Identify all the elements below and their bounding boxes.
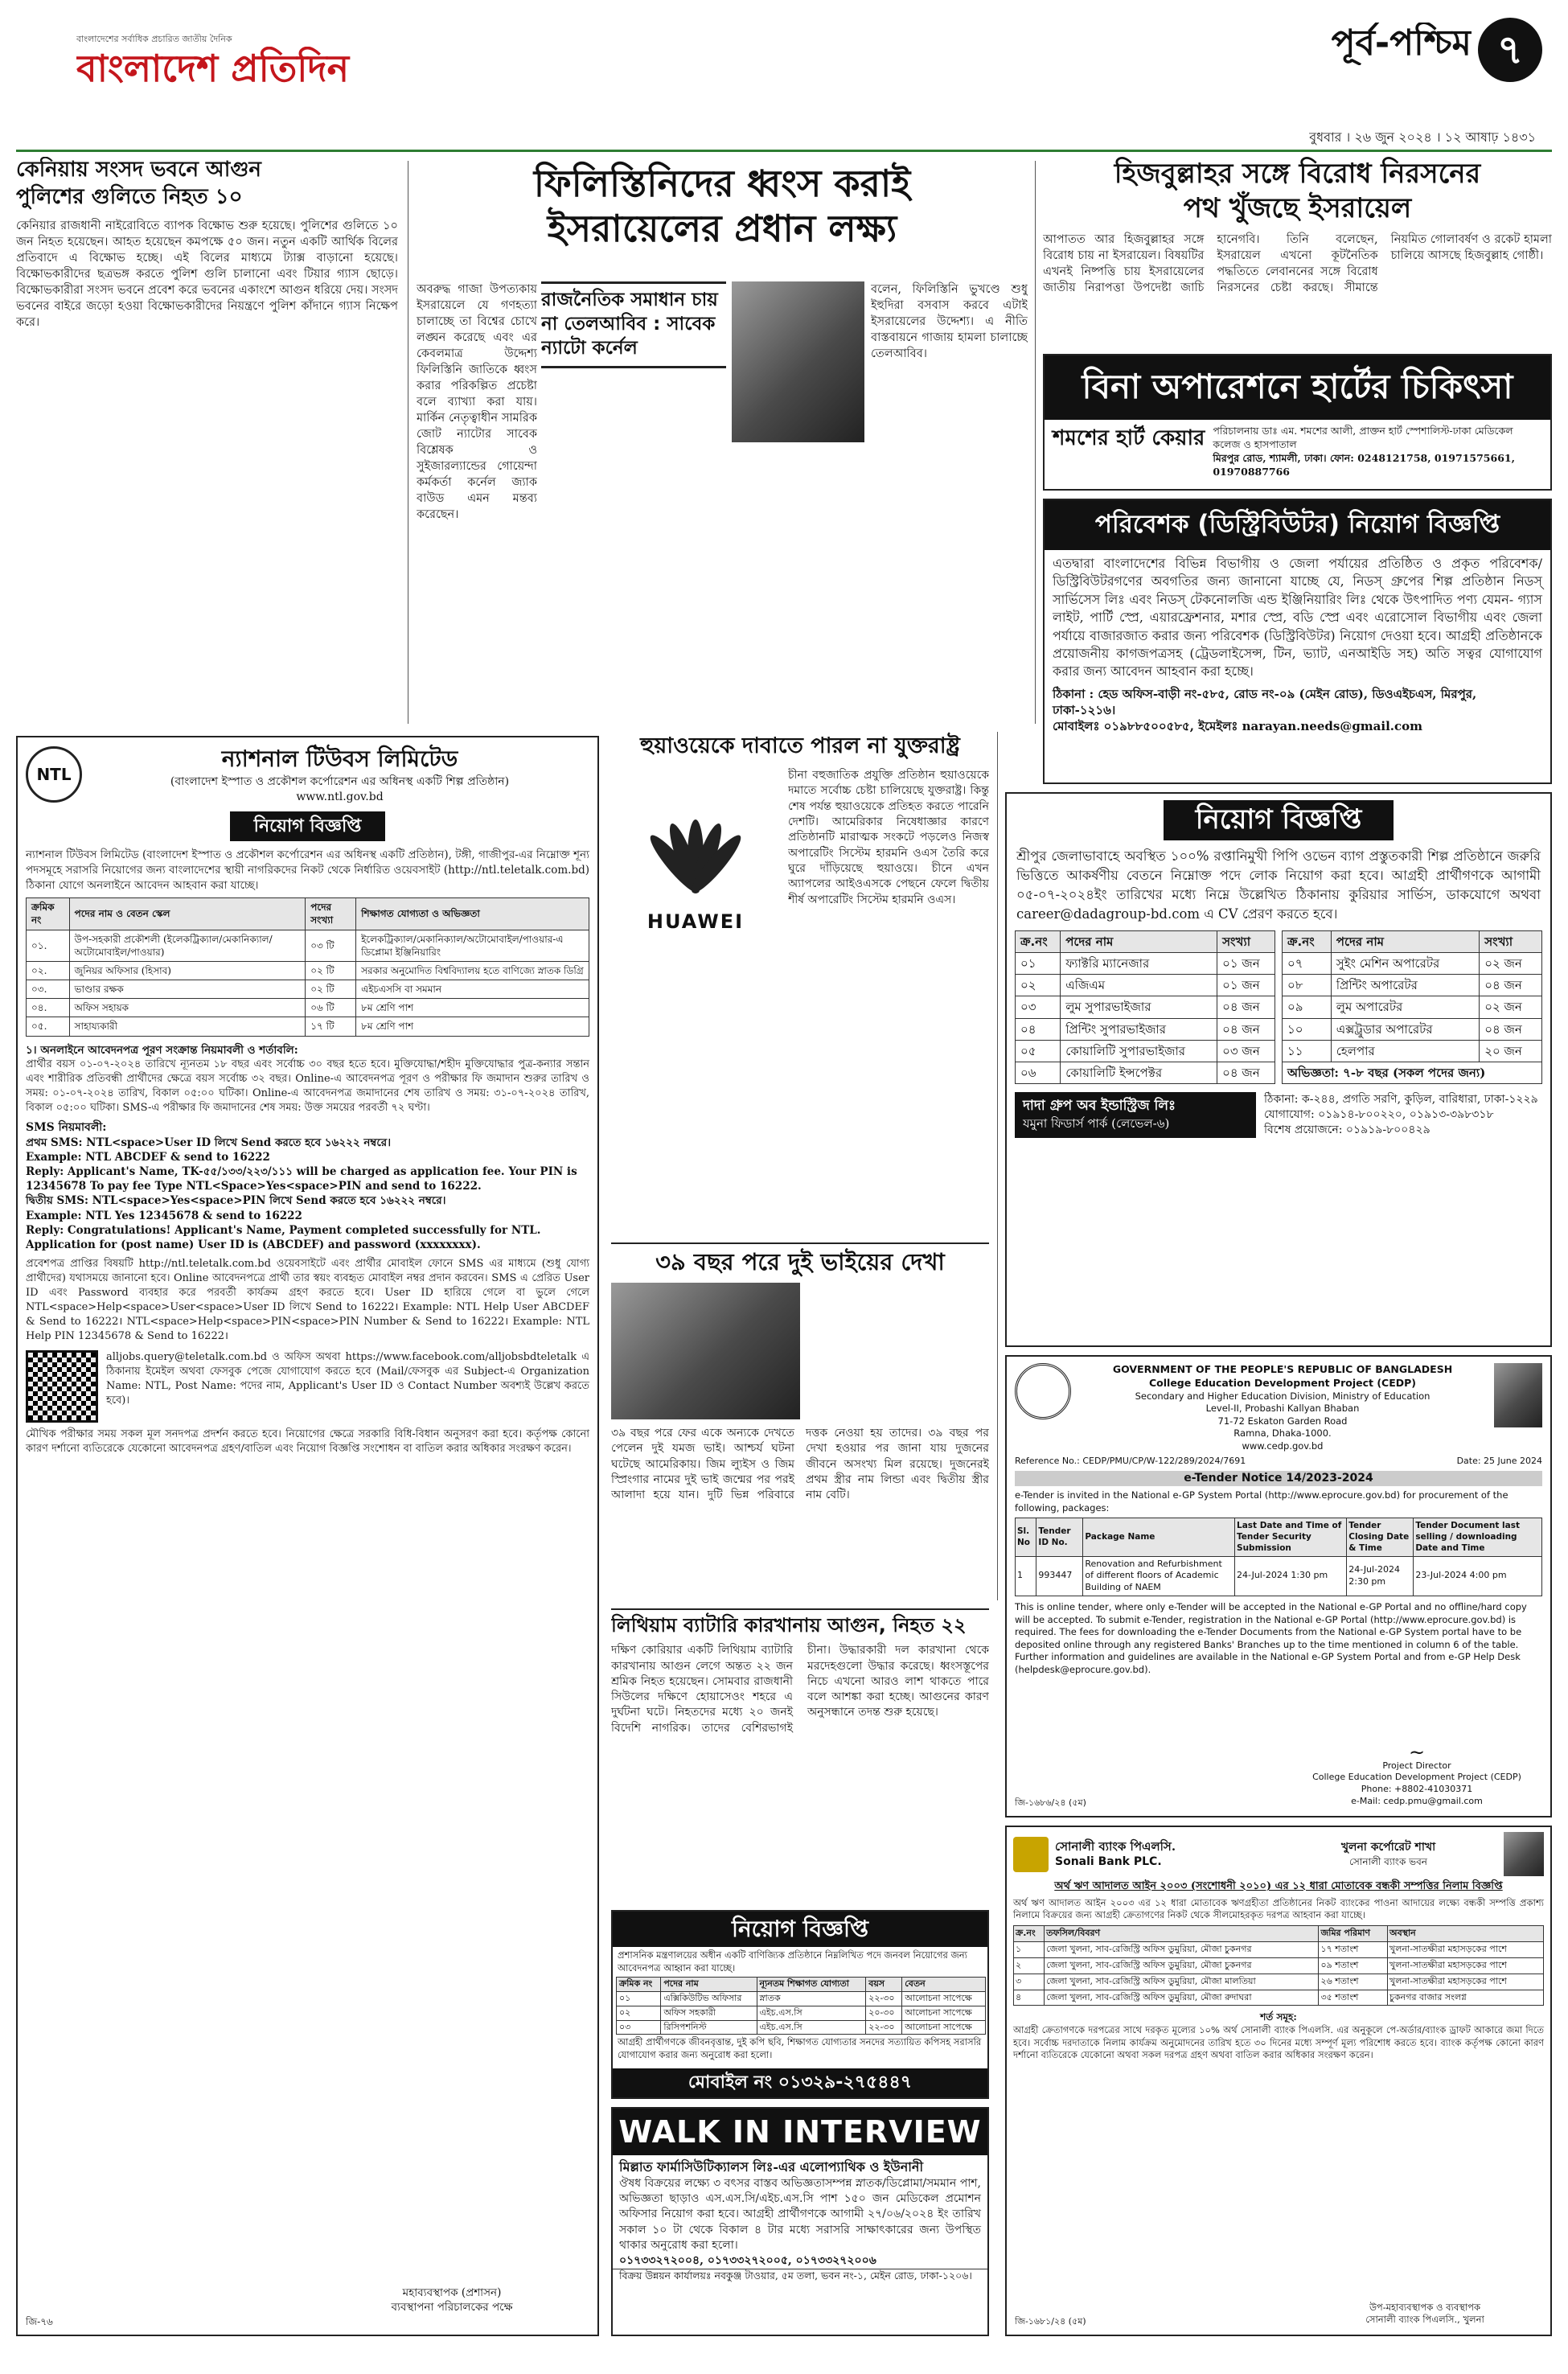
cedp-address-2: 71-72 Eskaton Garden Road bbox=[1217, 1415, 1348, 1427]
ad-ntl bbox=[16, 736, 599, 2336]
table-row: ০৯ লুম অপারেটর ০২ জন bbox=[1283, 996, 1542, 1018]
table-row: ০২. জুনিয়র অফিসার (হিসাব) ০২ টি সরকার অনুমোদিত বিশ্ববিদ্যালয় হতে বাণিজ্যে স্নাতক ডিগ্রি bbox=[27, 961, 589, 980]
divider bbox=[997, 732, 998, 1600]
niyog2-title: নিয়োগ বিজ্ঞপ্তি bbox=[613, 1912, 987, 1947]
story-palestine bbox=[417, 161, 1028, 724]
pull-quote: রাজনৈতিক সমাধান চায় না তেলআবিব : সাবেক ন্যাটো কর্নেল bbox=[541, 281, 726, 368]
huawei-flower-icon bbox=[635, 808, 756, 905]
niyog2-table: ক্রমিক নং পদের নাম ন্যূনতম শিক্ষাগত যোগ্যতা বয়স বেতন ০১ এক্সিকিউটিভ অফিসার স্নাতক ২২-৩০ আলোচনা সাপেক্ষে ০২ অফিস সহকারী এইচ.এস.সি ২০-৩০ আলোচনা সাপেক্ষে ০৩ রিসিপশনিস্ট এইচ.এস.সি ২২-৩০ আলোচনা সাপেক্ষে bbox=[616, 1977, 986, 2035]
cedp-table: Sl. No Tender ID No. Package Name Last Date and Time of Tender Security Submission Tender Closing Date & Time Tender Document last selling / downloading Date and Time 1 993447 Renovation and Refurbishment of different floors of Academic Building of NAEM 24-Jul-2024 1:30 pm 24-Jul-2024 2:30 pm 23-Jul-2024 4:00 pm bbox=[1015, 1518, 1542, 1596]
niyog2-note: আগ্রহী প্রার্থীগণকে জীবনবৃত্তান্ত, দুই কপি ছবি, শিক্ষাগত যোগ্যতার সনদের সত্যায়িত কপিসহ সরাসরি যোগাযোগ করার জন্য অনুরোধ করা হলো। bbox=[618, 2036, 982, 2060]
dada-company: দাদা গ্রুপ অব ইন্ডাস্ট্রিজ লিঃ bbox=[1023, 1098, 1176, 1115]
ntl-sms-line: Example: NTL ABCDEF & send to 16222 bbox=[26, 1150, 270, 1164]
table-row: ১০ এক্সট্রুডার অপারেটর ০৪ জন bbox=[1283, 1018, 1542, 1040]
dada-intro: শ্রীপুর জেলাভাবাহে অবস্থিত ১০০% রপ্তানিমুখী পিপি ওভেন ব্যাগ প্রস্তুতকারী শিল্প প্রতিষ্ঠানে জরুরি ভিত্তিতে আকর্ষণীয় বেতনে নিম্নোক্ত পদে লোক নিয়োগ করা হবে। আগ্রহী প্রার্থীগণকে আগামী ০৫-০৭-২০২৪ইং তারিখের মধ্যে নিম্নে উল্লেখিত ঠিকানায় কুরিয়ার সার্ভিস, ডাকযোগে অথবা career@dadagroup-bd.com এ CV প্রেরণ করতে হবে। bbox=[1016, 848, 1541, 922]
table-row: ০১ ফ্যাক্টরি ম্যানেজার ০১ জন bbox=[1016, 952, 1275, 974]
ad-cedp bbox=[1005, 1355, 1552, 1817]
table-row: ০৫. সাহায্যকারী ১৭ টি ৮ম শ্রেণি পাশ bbox=[27, 1017, 589, 1036]
signature-icon: ~ bbox=[1408, 1740, 1426, 1764]
dada-experience: অভিজ্ঞতা: ৭-৮ বছর (সকল পদের জন্য) bbox=[1283, 1062, 1542, 1084]
palestine-headline-1: ফিলিস্তিনিদের ধ্বংস করাই bbox=[533, 162, 911, 205]
cedp-date: Date: 25 June 2024 bbox=[1456, 1456, 1542, 1467]
ntl-sms-line: Reply: Applicant's Name, TK-৫৫/১৩৩/২২৩/১১১ will be charged as application fee. Your PIN is 12345678 To pay fee Type NTL<Space>Yes<space>PIN and send to 16222. bbox=[26, 1164, 577, 1193]
ntl-rules-title: ১। অনলাইনে আবেদনপত্র পূরণ সংক্রান্ত নিয়মাবলী ও শর্তাবলি: bbox=[26, 1043, 298, 1057]
brothers-body: ৩৯ বছর পরে ফের একে অন্যকে দেখতে পেলেন দুই যমজ ভাই। আশ্চর্য ঘটনা ঘটেছে আমেরিকায়। জিম ল্যুইস ও জিম স্প্রিংগার নামের দুই ভাই জন্মের পর পরই আলাদা হয়ে যান। দুটি ভিন্ন পরিবারে দত্তক নেওয়া হয় তাদের। ৩৯ বছর পর দেখা হওয়ার পর জানা যায় দুজনের জীবনে অসংখ্য মিল রয়েছে। দুজনেরই প্রথম স্ত্রীর নাম লিন্ডা এবং দ্বিতীয় স্ত্রীর নাম বেটি। bbox=[611, 1427, 989, 1502]
cedp-web: www.cedp.gov.bd bbox=[1242, 1440, 1324, 1452]
masthead bbox=[0, 0, 1568, 157]
huawei-headline: হুয়াওয়েকে দাবাতে পারল না যুক্তরাষ্ট্র bbox=[640, 733, 960, 758]
ntl-sms-line: দ্বিতীয় SMS: NTL<space>Yes<space>PIN লিখে Send করতে হবে ১৬২২২ নম্বরে। bbox=[26, 1194, 446, 1208]
cedp-address-1: Level-II, Probashi Kallyan Bhaban bbox=[1205, 1403, 1360, 1415]
gov-seal-icon bbox=[1015, 1363, 1071, 1419]
sonali-bank-bn: সোনালী ব্যাংক পিএলসি. bbox=[1055, 1838, 1176, 1854]
kenya-body: কেনিয়ার রাজধানী নাইরোবিতে ব্যাপক বিক্ষোভ শুরু হয়েছে। পুলিশের গুলিতে ১০ জন নিহত হয়েছেন। আহত হয়েছেন কমপক্ষে ৫০ জন। নতুন একটি আর্থিক বিলের প্রতিবাদে এ বিক্ষোভ হচ্ছে। এই বিলের মাধ্যমে ট্যাক্স বাড়ানো হয়েছে। বিক্ষোভকারীদের ছত্রভঙ্গ করতে পুলিশ গুলি চালানো এবং টিয়ার গ্যাস ছোড়ে। বিক্ষোভকারীরা সংসদ ভবনে প্রবেশ করে ভবনের একাংশে আগুন ধরিয়ে দেয়। সংসদ ভবনের বাইরে জড়ো হওয়া বিক্ষোভকারীদের নিয়ন্ত্রণে পুলিশ কাঁদানে গ্যাস নিক্ষেপ করে। bbox=[16, 219, 398, 329]
ntl-contact-line: alljobs.query@teletalk.com.bd ও অফিস অথবা https://www.facebook.com/alljobsbdteletalk এ ঠিকানায় ইমেইল অথবা ফেসবুক পেজে যোগাযোগ করতে হবে (Mail/ফেসবুক এর Subject-এ Organization Name: NTL, Post Name: পদের নাম, Applicant's User ID ও Contact Number অবশ্যই উল্লেখ করতে হবে)। bbox=[106, 1350, 589, 1407]
sonali-terms: আগ্রহী ক্রেতাগণকে দরপত্রের সাথে দরকৃত মূল্যের ১০% অর্থ সোনালী ব্যাংক পিএলসি. এর অনুকূলে পে-অর্ডার/ব্যাংক ড্রাফট আকারে জমা দিতে হবে। সর্বোচ্চ দরদাতাকে নিলাম কার্যক্রম অনুমোদনের তারিখ হতে ৩০ দিনের মধ্যে সম্পূর্ণ মূল্য পরিশোধ করতে হবে। ব্যাংক কর্তৃপক্ষ কোনো কারণ দর্শানো ব্যতিরেকে যেকোনো অথবা সকল দরপত্র গ্রহণ অথবা বাতিল করার অধিকার সংরক্ষণ করেন। bbox=[1013, 2023, 1544, 2061]
sonali-intro: অর্থ ঋণ আদালত আইন ২০০৩ এর ১২ ধারা মোতাবেক ঋণগ্রহীতা প্রতিষ্ঠানের নিকট ব্যাংকের পাওনা আদায়ের লক্ষ্যে বন্ধকী সম্পত্তি প্রকাশ্য নিলামে বিক্রয়ের জন্য আগ্রহী ক্রেতাগণের নিকট থেকে সীলমোহরকৃত দরপত্র আহবান করা যাচ্ছে। bbox=[1013, 1896, 1544, 1921]
divider bbox=[1035, 161, 1036, 724]
table-row: ২ জেলা খুলনা, সাব-রেজিস্ট্রি অফিস ডুমুরিয়া, মৌজা চুকনগর ০৯ শতাংশ খুলনা-সাতক্ষীরা মহাসড়কের পাশে bbox=[1014, 1957, 1544, 1974]
date-line: বুধবার । ২৬ জুন ২০২৪ । ১২ আষাঢ় ১৪৩১ bbox=[1309, 129, 1536, 145]
heart-details: পরিচালনায় ডাঃ এম. শমশের আলী, প্রাক্তন হার্ট স্পেশালিস্ট-ঢাকা মেডিকেল কলেজ ও হাসপাতাল bbox=[1213, 425, 1513, 450]
table-row: ০২ অফিস সহকারী এইচ.এস.সি ২০-৩০ আলোচনা সাপেক্ষে bbox=[617, 2006, 986, 2020]
ntl-rules-body: প্রার্থীর বয়স ০১-০৭-২০২৪ তারিখে ন্যূনতম ১৮ বছর এবং সর্বোচ্চ ৩০ বছর হতে হবে। মুক্তিযোদ্ধা/শহীদ মুক্তিযোদ্ধার পুত্র-কন্যার সন্তান এবং শারীরিক প্রতিবন্ধী প্রার্থীদের ক্ষেত্রে বয়স সর্বোচ্চ ৩২ বছর। Online-এ আবেদনপত্র পূরণ ও পরীক্ষার ফি জমাদান শুরুর তারিখ ও সময়: ০১-০৭-২০২৪ তারিখ, বিকাল ০৫:০০ ঘটিকা। Online-এ আবেদনপত্র জমাদানের শেষ তারিখ ও সময়: ৩১-০৭-২০২৪ তারিখ, বিকাল ০৫:০০ ঘটিকা। SMS-এ পরীক্ষার ফি জমাদানের শেষ সময়: উক্ত সময়ের পরবর্তী ৭২ ঘণ্টা। bbox=[26, 1058, 589, 1114]
cedp-note: This is online tender, where only e-Tender will be accepted in the National e-GP Portal and no offline/hard copy will be accepted. To submit e-Tender, registration in the National e-GP Portal (http://www.eprocure.gov.bd) is required. The fees for downloading the e-Tender Documents from the National e-GP System portal have to be deposited online through any registered Banks' Branches up to the time mentioned in column 6 of the table. Further information and guidelines are available in the National e-GP System Portal and from e-GP Help Desk (helpdesk@eprocure.gov.bd). bbox=[1015, 1601, 1527, 1675]
cedp-reference: Reference No.: CEDP/PMU/CP/W-122/289/2024/7691 bbox=[1015, 1456, 1246, 1467]
dada-table-left: ক্র.নং পদের নাম সংখ্যা ০১ ফ্যাক্টরি ম্যানেজার ০১ জন ০২ এজিএম ০১ জন ০৩ লুম সুপারভাইজার ০৪ জন ০৪ প্রিন্টিং সুপারভাইজার ০৪ জন ০৫ কোয়ালিটি সুপারভাইজার ০৩ জন ০৬ কোয়ালিটি ইন্সপেক্টর ০৪ জন bbox=[1015, 930, 1275, 1085]
ntl-notice: নিয়োগ বিজ্ঞপ্তি bbox=[230, 811, 386, 842]
ntl-table bbox=[26, 897, 589, 1037]
ntl-sms-line: Reply: Congratulations! Applicant's Name, Payment completed successfully for NTL. Application for (post name) User ID is (ABCDEF) and password (xxxxxxxx). bbox=[26, 1223, 541, 1252]
table-row bbox=[1283, 1062, 1542, 1084]
table-header: ক্রমিক নং bbox=[27, 898, 70, 930]
heart-brand: শমশের হার্ট কেয়ার bbox=[1053, 426, 1205, 450]
story-kenya bbox=[16, 157, 398, 720]
cedp-notice: e-Tender Notice 14/2023-2024 bbox=[1015, 1471, 1542, 1486]
table-row: ১ জেলা খুলনা, সাব-রেজিস্ট্রি অফিস ডুমুরিয়া, মৌজা চুকনগর ১৭ শতাংশ খুলনা-সাতক্ষীরা মহাসড়কের পাশে bbox=[1014, 1942, 1544, 1958]
kenya-headline-2: পুলিশের গুলিতে নিহত ১০ bbox=[16, 184, 243, 209]
ad-distributor bbox=[1043, 499, 1552, 784]
ntl-sms-line: Example: NTL Yes 12345678 & send to 16222 bbox=[26, 1209, 302, 1222]
palestine-headline-2: ইসরায়েলের প্রধান লক্ষ্য bbox=[547, 207, 897, 251]
brothers-headline: ৩৯ বছর পরে দুই ভাইয়ের দেখা bbox=[611, 1242, 989, 1278]
table-header: শিক্ষাগত যোগ্যতা ও অভিজ্ঞতা bbox=[356, 898, 589, 930]
hezbollah-headline-2: পথ খুঁজছে ইসরায়েল bbox=[1183, 191, 1412, 224]
walkin-company: মিল্লাত ফার্মাসিউটিক্যালস লিঃ-এর এলোপ্যাথিক ও ইউনানী bbox=[619, 2159, 924, 2175]
ad-heart bbox=[1043, 354, 1552, 491]
story-huawei bbox=[611, 732, 989, 1230]
cedp-project: College Education Development Project (CEDP) bbox=[1148, 1376, 1417, 1389]
cedp-division: Secondary and Higher Education Division, Ministry of Education bbox=[1135, 1390, 1430, 1402]
ntl-logo-icon: NTL bbox=[26, 746, 82, 803]
distributor-address: ঠিকানা : হেড অফিস-বাড়ী নং-৫৮৫, রোড নং-০৯ (মেইন রোড), ডিওএইচএস, মিরপুর, ঢাকা-১২১৬। bbox=[1053, 686, 1477, 717]
sonali-bank-en: Sonali Bank PLC. bbox=[1055, 1855, 1162, 1869]
brand-tagline: বাংলাদেশের সর্বাধিক প্রচারিত জাতীয় দৈনিক bbox=[76, 34, 232, 44]
cedp-intro: e-Tender is invited in the National e-GP System Portal (http://www.eprocure.gov.bd) for procurement of the following, packages: bbox=[1015, 1489, 1508, 1514]
page-number: ৭ bbox=[1478, 18, 1542, 82]
sonali-signature: উপ-মহাব্যবস্থাপক ও ব্যবস্থাপক সোনালী ব্যাংক পিএলসি., খুলনা bbox=[1365, 2301, 1484, 2326]
table-row: ০৩ রিসিপশনিস্ট এইচ.এস.সি ২২-৩০ আলোচনা সাপেক্ষে bbox=[617, 2020, 986, 2035]
ad-niyog-2 bbox=[611, 1910, 989, 2099]
table-row: ০৫ কোয়ালিটি সুপারভাইজার ০৩ জন bbox=[1016, 1040, 1275, 1062]
distributor-contact: মোবাইলঃ ০১৯৮৮৫০০৫৮৫, ইমেইলঃ narayan.needs@gmail.com bbox=[1053, 719, 1423, 734]
sonali-table: ক্র.নং তফসিল/বিবরণ জমির পরিমাণ অবস্থান ১ জেলা খুলনা, সাব-রেজিস্ট্রি অফিস ডুমুরিয়া, মৌজা চুকনগর ১৭ শতাংশ খুলনা-সাতক্ষীরা মহাসড়কের পাশে ২ জেলা খুলনা, সাব-রেজিস্ট্রি অফিস ডুমুরিয়া, মৌজা চুকনগর ০৯ শতাংশ খুলনা-সাতক্ষীরা মহাসড়কের পাশে ৩ জেলা খুলনা, সাব-রেজিস্ট্রি অফিস ডুমুরিয়া, মৌজা মালতিয়া ২৬ শতাংশ খুলনা-সাতক্ষীরা মহাসড়কের পাশে ৪ জেলা খুলনা, সাব-রেজিস্ট্রি অফিস ডুমুরিয়া, মৌজা রুদাঘরা ৩৫ শতাংশ চুকনগর বাজার সংলগ্ন bbox=[1013, 1925, 1544, 2006]
ntl-title: ন্যাশনাল টিউবস লিমিটেড bbox=[221, 745, 458, 772]
ad-sonali bbox=[1005, 1826, 1552, 2336]
ntl-rules-body-3: মৌখিক পরীক্ষার সময় সকল মূল সনদপত্র প্রদর্শন করতে হবে। নিয়োগের ক্ষেত্রে সরকারি বিধি-বিধান অনুসরণ করা হবে। কর্তৃপক্ষ কোনো কারণ দর্শানো ব্যতিরেকে যেকোনো আবেদনপত্র গ্রহণ/বাতিল এবং নিয়োগ বিজ্ঞপ্তি সংশোধন বা বাতিল করার অধিকার সংরক্ষণ করেন। bbox=[26, 1427, 589, 1455]
table-row: 1 993447 Renovation and Refurbishment of different floors of Academic Building of NAEM 24-Jul-2024 1:30 pm 24-Jul-2024 2:30 pm 23-Jul-2024 4:00 pm bbox=[1016, 1556, 1542, 1596]
walkin-contact: ০১৭৩৩২৭২০০৪, ০১৭৩৩২৭২০০৫, ০১৭৩৩২৭২০০৬ bbox=[619, 2254, 876, 2268]
table-row: ১১ হেলপার ২০ জন bbox=[1283, 1040, 1542, 1062]
ntl-intro: ন্যাশনাল টিউবস লিমিটেড (বাংলাদেশ ইস্পাত ও প্রকৌশল কর্পোরেশন এর অধিনস্থ একটি প্রতিষ্ঠান), টঙ্গী, গাজীপুর-এর নিম্নোক্ত শূন্য পদসমূহে সরাসরি নিয়োগের জন্য বাংলাদেশের স্থায়ী নাগরিকদের নিকট থেকে নির্ধারিত ওয়েবসাইট (http://ntl.teletalk.com.bd) ঠিকানা যোগে অনলাইনে আবেদন আহবান করা যাচ্ছে। bbox=[26, 848, 589, 892]
brand-logo: বাংলাদেশ প্রতিদিন bbox=[76, 47, 350, 90]
sonali-logo-icon bbox=[1013, 1837, 1049, 1872]
niyog2-intro: প্রশাসনিক মন্ত্রণালয়ের অধীন একটি বাণিজ্যিক প্রতিষ্ঠানে নিম্নলিখিত পদে জনবল নিয়োগের জন্য আবেদনপত্র আহ্বান করা যাচ্ছে। bbox=[618, 1949, 967, 1974]
walkin-body: ঔষধ বিক্রয়ের লক্ষ্যে ৩ বৎসর বাস্তব অভিজ্ঞতাসম্পন্ন স্নাতক/ডিপ্লোমা/সমমান পাশ, অভিজ্ঞতা ছাড়াও এস.এস.সি/এইচ.এস.সি পাশ ১৫০ জন মেডিকেল প্রমোশন অফিসার নিয়োগ করা হবে। আগ্রহী প্রার্থীগণকে আগামী ২৭/০৬/২০২৪ ইং তারিখ সকাল ১০ টা থেকে বিকাল ৪ টার মধ্যে সরাসরি সাক্ষাৎকারের জন্য উপস্থিত থাকার অনুরোধ করা হলো। bbox=[619, 2176, 981, 2252]
dada-phone: যোগাযোগ: ০১৯১৪-৮০০২২০, ০১৯১৩-৩৯৮৩১৮ bbox=[1264, 1108, 1494, 1122]
sonali-ref: জি-১৬৮১/২৪ (৫ম) bbox=[1015, 2316, 1086, 2327]
sonali-title: অর্থ ঋণ আদালত আইন ২০০৩ (সংশোধনী ২০১০) এর ১২ ধারা মোতাবেক বন্ধকী সম্পত্তির নিলাম বিজ্ঞপ্তি bbox=[1054, 1880, 1503, 1892]
cedp-signature: ~ Project Director College Education Development Project (CEDP) Phone: +8802-41030371 e-Mail: cedp.pmu@gmail.com bbox=[1296, 1739, 1537, 1808]
heart-title: বিনা অপারেশনে হার্টের চিকিৎসা bbox=[1045, 355, 1550, 420]
dada-company-2: যমুনা ফিডার্স পার্ক (লেভেল-৬) bbox=[1023, 1116, 1170, 1132]
cedp-address-3: Ramna, Dhaka-1000. bbox=[1233, 1427, 1332, 1440]
qr-code-icon bbox=[26, 1350, 98, 1423]
ntl-signature: মহাব্যবস্থাপক (প্রশাসন) ব্যবস্থাপনা পরিচালকের পক্ষে bbox=[391, 2286, 513, 2314]
table-header: পদের নাম ও বেতন স্কেল bbox=[69, 898, 306, 930]
table-row: ০১. উপ-সহকারী প্রকৌশলী (ইলেকট্রিক্যাল/মেকানিক্যাল/অটোমোবাইল/পাওয়ার) ০৩ টি ইলেকট্রিক্যাল/মেকানিক্যাল/অটোমোবাইল/পাওয়ার-এ ডিপ্লোমা ইঞ্জিনিয়ারিং bbox=[27, 930, 589, 961]
huawei-logo bbox=[611, 808, 780, 977]
sonali-terms-title: শর্ত সমূহ: bbox=[1260, 2011, 1297, 2023]
lithium-headline: লিথিয়াম ব্যাটারি কারখানায় আগুন, নিহত ২২ bbox=[611, 1608, 989, 1638]
ntl-subtitle: (বাংলাদেশ ইস্পাত ও প্রকৌশল কর্পোরেশন এর অধিনস্থ একটি শিল্প প্রতিষ্ঠান) bbox=[170, 774, 510, 788]
brothers-photo bbox=[611, 1283, 800, 1419]
sonali-branch-2: সোনালী ব্যাংক ভবন bbox=[1349, 1855, 1427, 1867]
ad-dada bbox=[1005, 792, 1552, 1347]
distributor-body: এতদ্বারা বাংলাদেশের বিভিন্ন বিভাগীয় ও জেলা পর্যায়ের প্রতিষ্ঠিত ও প্রকৃত পরিবেশক/ ডিস্ট্রিবিউটরগণের অবগতির জন্য জানানো যাচ্ছে যে, নিডস্ গ্রুপের শিল্প প্রতিষ্ঠান নিডস্ সার্ভিসেস লিঃ এবং নিডস্ টেকনোলজি এন্ড ইঞ্জিনিয়ারিং লিঃ থেকে উৎপাদিত পণ্য যেমন- গ্যাস লাইট, পার্টি স্প্রে, এয়ারফ্রেশনার, মশার স্প্রে, বডি স্প্রে এবং এরোসোল বিভাগীয় এবং জেলা পর্যায়ে বাজারজাত করার জন্য পরিবেশক (ডিস্ট্রিবিউটর) নিয়োগ দেওয়া হবে। আগ্রহী প্রতিষ্ঠানকে প্রয়োজনীয় কাগজপত্রসহ (ট্রেডলাইসেন্স, টিন, ভ্যাট, এনআইডি সহ) অতি সত্বর যোগাযোগ করার জন্য আবেদন আহবান করা হচ্ছে। bbox=[1053, 556, 1542, 680]
table-row: ০৪ প্রিন্টিং সুপারভাইজার ০৪ জন bbox=[1016, 1018, 1275, 1040]
table-row: ৪ জেলা খুলনা, সাব-রেজিস্ট্রি অফিস ডুমুরিয়া, মৌজা রুদাঘরা ৩৫ শতাংশ চুকনগর বাজার সংলগ্ন bbox=[1014, 1990, 1544, 2006]
table-row: ০২ এজিএম ০১ জন bbox=[1016, 975, 1275, 996]
walkin-address: বিক্রয় উন্নয়ন কার্যালয়ঃ নবকুঞ্জ টাওয়ার, ৫ম তলা, ভবন নং-১, মেইন রোড, ঢাকা-১২০৬। bbox=[613, 2269, 987, 2283]
ntl-website: www.ntl.gov.bd bbox=[296, 790, 384, 803]
ntl-rules-body-2: প্রবেশপত্র প্রাপ্তির বিষয়টি http://ntl.teletalk.com.bd ওয়েবসাইটে এবং প্রার্থীর মোবাইল ফোনে SMS এর মাধ্যমে (শুধু যোগ্য প্রার্থীদের) যথাসময়ে জানানো হবে। Online আবেদনপত্রে প্রার্থী তার স্বয়ং ব্যবহৃত মোবাইল নম্বর প্রদান করবেন। SMS এ প্রেরিত User ID এবং Password ব্যবহার করে পরবর্তী কার্যক্রম গ্রহণ করতে হবে। User ID হারিয়ে গেলে বা ভুলে গেলে NTL<space>Help<space>User<space>User ID লিখে Send to 16222। Example: NTL Help User ABCDEF & Send to 16222। NTL<space>Help<space>PIN<space>PIN Number & Send to 16222। Example: NTL Help PIN 12345678 & Send to 16222। bbox=[26, 1258, 589, 1342]
sonali-branch: খুলনা কর্পোরেট শাখা bbox=[1340, 1840, 1436, 1854]
table-header: পদের সংখ্যা bbox=[306, 898, 356, 930]
dada-title: নিয়োগ বিজ্ঞপ্তি bbox=[1164, 800, 1394, 840]
colonel-photo bbox=[732, 281, 864, 442]
table-row: ০১ এক্সিকিউটিভ অফিসার স্নাতক ২২-৩০ আলোচনা সাপেক্ষে bbox=[617, 1991, 986, 2006]
table-row: ০৬ কোয়ালিটি ইন্সপেক্টর ০৪ জন bbox=[1016, 1062, 1275, 1084]
palestine-body: অবরুদ্ধ গাজা উপত্যকায় ইসরায়েলে যে গণহত্যা চালাচ্ছে তা বিশ্বের চোখে লঙ্ঘন করেছে এবং এর কেবলমাত্র উদ্দেশ্য ফিলিস্তিনি জাতিকে ধ্বংস করার পরিকল্পিত প্রচেষ্টা বলে ব্যাখ্যা করা যায়। মার্কিন নেতৃত্বাধীন সামরিক জোট ন্যাটোর সাবেক বিশ্লেষক ও সুইজারল্যান্ডের গোয়েন্দা কর্মকর্তা কর্নেল জ্যাক বাউড এমন মন্তব্য করেছেন। bbox=[417, 283, 537, 521]
walkin-title: WALK IN INTERVIEW bbox=[613, 2109, 987, 2155]
niyog2-mobile: মোবাইল নং ০১৩২৯-২৭৫৪৪৭ bbox=[613, 2068, 987, 2097]
table-row: ০৩ লুম সুপারভাইজার ০৪ জন bbox=[1016, 996, 1275, 1018]
ntl-sms-line: প্রথম SMS: NTL<space>User ID লিখে Send করতে হবে ১৬২২২ নম্বরে। bbox=[26, 1136, 392, 1149]
palestine-body-2: বলেন, ফিলিস্তিনি ভুখণ্ডে শুধু ইহুদিরা বসবাস করবে এটাই ইসরায়েলের উদ্দেশ্য। এ নীতি বাস্তবায়নে গাজায় হামলা চালাচ্ছে তেলআবিব। bbox=[871, 283, 1028, 360]
table-row: ০৮ প্রিন্টিং অপারেটর ০৪ জন bbox=[1283, 975, 1542, 996]
portrait-photo bbox=[1504, 1832, 1544, 1876]
table-row: ০৩. ভাণ্ডার রক্ষক ০২ টি এইচএসসি বা সমমান bbox=[27, 980, 589, 999]
ad-walkin bbox=[611, 2107, 989, 2336]
hezbollah-headline-1: হিজবুল্লাহর সঙ্গে বিরোধ নিরসনের bbox=[1114, 158, 1481, 190]
portrait-photo bbox=[1494, 1363, 1542, 1427]
distributor-title: পরিবেশক (ডিস্ট্রিবিউটর) নিয়োগ বিজ্ঞপ্তি bbox=[1045, 500, 1550, 550]
huawei-body: চীনা বহুজাতিক প্রযুক্তি প্রতিষ্ঠান হুয়াওয়েকে দমাতে সর্বোচ্চ চেষ্টা চালিয়েছে যুক্তরাষ্ট্র। কিন্তু শেষ পর্যন্ত হুয়াওয়েকে প্রতিহত করতে পারেনি দেশটি। আমেরিকার নিষেধাজ্ঞার কারণে প্রতিষ্ঠানটি মারাত্মক সংকটে পড়লেও নিজস্ব অপারেটিং সিস্টেম হারমনি ওএস তৈরি করে ঘুরে দাঁড়িয়েছে হুয়াওয়ে। চীনে এখন অ্যাপলের আইওএসকে পেছনে ফেলে দ্বিতীয় শীর্ষ অপারেটিং সিস্টেম হারমনি ওএস। bbox=[788, 769, 989, 906]
ntl-sms-title: SMS নিয়মাবলী: bbox=[26, 1120, 107, 1134]
huawei-logo-text: HUAWEI bbox=[646, 910, 745, 934]
cedp-gov: GOVERNMENT OF THE PEOPLE'S REPUBLIC OF BANGLADESH bbox=[1112, 1363, 1453, 1375]
heart-address: মিরপুর রোড, শ্যামলী, ঢাকা। ফোন: 0248121758, 01971575661, 01970887766 bbox=[1213, 451, 1515, 478]
dada-address: ঠিকানা: ক-২৪৪, প্রগতি সরণি, কুড়িল, বারিধারা, ঢাকা-১২২৯ bbox=[1264, 1093, 1538, 1107]
lithium-body: দক্ষিণ কোরিয়ার একটি লিথিয়াম ব্যাটারি কারখানায় আগুন লেগে অন্তত ২২ জন শ্রমিক নিহত হয়েছেন। সোমবার রাজধানী সিউলের দক্ষিণে হোয়াসেওং শহরে এ দুর্ঘটনা ঘটে। নিহতদের মধ্যে ২০ জনই বিদেশি নাগরিক। তাদের বেশিরভাগই চীনা। উদ্ধারকারী দল কারখানা থেকে মরদেহগুলো উদ্ধার করেছে। ধ্বংসস্তূপের নিচে এখনো আরও লাশ থাকতে পারে বলে আশঙ্কা করা হচ্ছে। আগুনের কারণ অনুসন্ধানে তদন্ত শুরু হয়েছে। bbox=[611, 1644, 989, 1735]
story-lithium bbox=[611, 1608, 989, 1898]
table-row: ০৪. অফিস সহায়ক ০৬ টি ৮ম শ্রেণি পাশ bbox=[27, 999, 589, 1017]
dada-phone-2: বিশেষ প্রয়োজনে: ০১৯১৯-৮০০৪২৯ bbox=[1264, 1123, 1430, 1137]
section-name: পূর্ব-পশ্চিম bbox=[1331, 23, 1472, 64]
table-row: ০৭ সুইং মেশিন অপারেটর ০২ জন bbox=[1283, 952, 1542, 974]
story-brothers bbox=[611, 1242, 989, 1600]
dada-table-right: ক্র.নং পদের নাম সংখ্যা ০৭ সুইং মেশিন অপারেটর ০২ জন ০৮ প্রিন্টিং অপারেটর ০৪ জন ০৯ লুম অপারেটর ০২ জন ১০ এক্সট্রুডার অপারেটর ০৪ জন ১১ হেলপার ২০ জন অভিজ্ঞতা: ৭-৮ বছর (সকল পদের জন্য) bbox=[1282, 930, 1542, 1085]
table-row: ৩ জেলা খুলনা, সাব-রেজিস্ট্রি অফিস ডুমুরিয়া, মৌজা মালতিয়া ২৬ শতাংশ খুলনা-সাতক্ষীরা মহাসড়কের পাশে bbox=[1014, 1974, 1544, 1990]
hezbollah-body: আপাতত আর হিজবুল্লাহর সঙ্গে বিরোধ চায় না ইসরায়েল। বিষয়টির এখনই নিষ্পত্তি চায় ইসরায়েলের জাতীয় নিরাপত্তা উপদেষ্টা জাচি হানেগবি। তিনি বলেছেন, ইসরায়েল এখনো কূটনৈতিক পদ্ধতিতে লেবাননের সঙ্গে বিরোধ নিরসনের চেষ্টা করছে। সীমান্তে নিয়মিত গোলাবর্ষণ ও রকেট হামলা চালিয়ে আসছে হিজবুল্লাহ গোষ্ঠী। bbox=[1043, 233, 1552, 294]
masthead-rule bbox=[16, 150, 1552, 152]
ntl-ref: জি-৭৬ bbox=[26, 2315, 53, 2327]
cedp-ref-code: জি-১৬৮৬/২৪ (৫ম) bbox=[1015, 1797, 1086, 1809]
story-hezbollah bbox=[1043, 157, 1552, 346]
kenya-headline-1: কেনিয়ায় সংসদ ভবনে আগুন bbox=[16, 158, 261, 182]
